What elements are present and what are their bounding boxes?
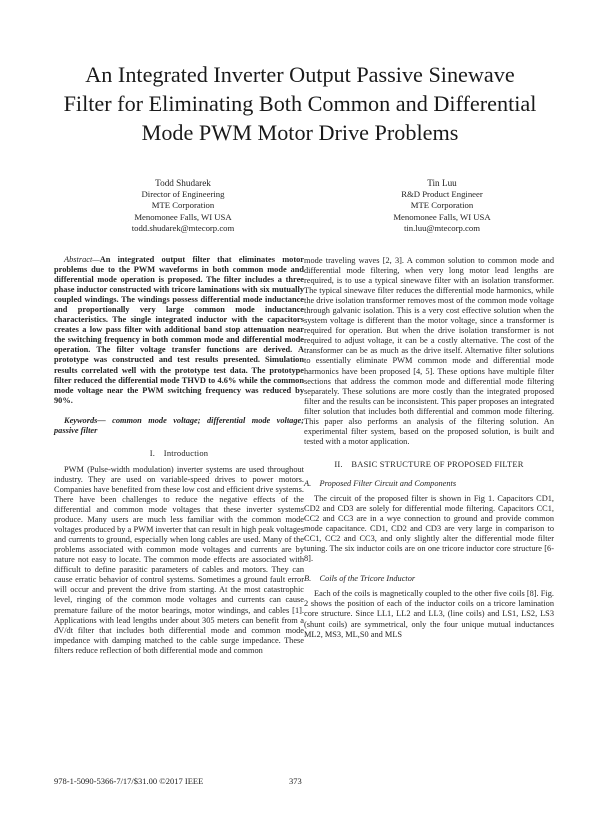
left-column	[54, 255, 304, 656]
author-location: Menomonee Falls, WI USA	[393, 211, 491, 222]
author-org: MTE Corporation	[410, 200, 474, 211]
author-role: R&D Product Engineer	[401, 189, 483, 200]
body-paragraph: mode traveling waves [2, 3]. A common solution to common mode and differential mode filtering, when very long motor lead lengths are required, is to use a typical sinewave filter with an isolation transformer. The typical sinewave filter reduces the differential mode harmonics, while the drive isolation transformer removes most of the common mode voltage through galvanic isolation. This is a very cost effective solution when the system voltage is different than the motor voltage, since a transformer is required for operation. But when the drive isolation transformer is not required to adjust voltage, it can be a costly alternative. The cost of the transformer can be as much as the drive itself. Alternative filter solutions to essentially eliminate PWM common mode and differential mode harmonics have been proposed [4, 5]. These options have multiple filter sections that address the common mode and differential mode filtering separately. These solutions are more costly than the integrated proposed filter and the results can be inconsistent. This paper proposes an integrated filter solution that includes both differential and common mode filtering. This paper also performs an analysis of the filtering solution. An experimental filter system, based on the proposed solution, is built and tested with a motor application.	[304, 256, 554, 446]
author-name: Tin Luu	[427, 178, 457, 188]
author-org: MTE Corporation	[151, 200, 215, 211]
abstract-lead: Abstract	[64, 255, 93, 264]
author-location: Menomonee Falls, WI USA	[134, 211, 232, 222]
keywords: Keywords— common mode voltage; differential mode voltage; passive filter	[54, 415, 304, 435]
copyright-notice: 978-1-5090-5366-7/17/$31.00 ©2017 IEEE	[54, 776, 204, 786]
author-block	[83, 178, 283, 234]
subsection-heading: B. Coils of the Tricore Inductor	[304, 574, 416, 584]
title-line: Filter for Eliminating Both Common and Differential	[63, 91, 537, 116]
paper-title	[40, 60, 560, 147]
title-line: Mode PWM Motor Drive Problems	[141, 120, 459, 145]
title-line: An Integrated Inverter Output Passive Sinewave	[85, 62, 515, 87]
author-email: todd.shudarek@mtecorp.com	[131, 222, 235, 233]
abstract-text: An integrated output filter that eliminates motor problems due to the PWM waveforms in both common mode and differential mode operation is proposed. The filter includes a three phase inductor constructed with tricore laminations with six mutually coupled windings. The windings possess differential mode inductance and proportionally very large common mode inductance characteristics. The single integrated inductor with the capacitors creates a low pass filter with additional band stop attenuation near the switching frequency in both common mode and differential mode operation. The filter voltage transfer functions are derived. A prototype was constructed and test results presented. Simulation results correlated well with the prototype test data. The prototype filter reduced the differential mode THVD to 4.6% while the common mode voltage near the PWM switching frequency was reduced by 90%.	[54, 255, 304, 405]
author-email: tin.luu@mtecorp.com	[403, 222, 481, 233]
page-number: 373	[289, 776, 302, 786]
body-paragraph: PWM (Pulse-width modulation) inverter systems are used throughout industry. They are used on variable-speed drives to power motors. Companies have benefited from these low cost and efficient drive systems. There have been challenges to reduce the negative effects of the differential and common mode voltages that these inverter systems produce. Many users are much less familiar with the common mode voltages produced by a PWM inverter that can result in high peak voltages and currents to ground, especially when long cables are used. Many of the problems associated with common mode voltages and currents are by nature not easy to locate. The common mode effects are associated with difficult to define parasitic parameters of cables and motors. They can cause erratic behavior of control systems. Sometimes a ground fault error will occur and prevent the drive from starting. At the most catastrophic level, ringing of the common mode voltages and currents can cause premature failure of the motor bearings, motor windings, and cables [1]. Applications with lead lengths under about 305 meters can benefit from a dV/dt filter that includes both differential mode and common mode impedance with damping matched to the cable surge impedance. These filters reduce reflection of both differential mode and common	[54, 464, 304, 655]
abstract: Abstract—An integrated output filter that eliminates motor problems due to the PWM waveforms in both common mode and differential mode operation is proposed. The filter includes a three phase inductor constructed with tricore laminations with six mutually coupled windings. The windings possess differential mode inductance and proportionally very large common mode inductance characteristics. The single integrated inductor with the capacitors creates a low pass filter with additional band stop attenuation near the switching frequency in both common mode and differential mode operation. The filter voltage transfer functions are derived. A prototype was constructed and test results presented. Simulation results correlated well with the prototype test data. The prototype filter reduced the differential mode THVD to 4.6% while the common mode voltage near the PWM switching frequency was reduced by 90%.	[54, 255, 304, 405]
section-heading: II. BASIC STRUCTURE OF PROPOSED FILTER	[334, 458, 524, 469]
section-heading: I. Introduction	[149, 447, 209, 458]
subsection-heading: A. Proposed Filter Circuit and Components	[304, 478, 457, 488]
author-block	[342, 178, 542, 234]
body-paragraph: The circuit of the proposed filter is shown in Fig 1. Capacitors CD1, CD2 and CD3 are solely for differential mode filtering. Capacitors CC1, CC2 and CC3 are in a wye connection to ground and provide common mode capacitance. CD1, CD2 and CD3 are very large in comparison to CC1, CC2 and CC3, and only slightly alter the differential mode filter tuning. The six inductor coils are on one tricore inductor core structure [6-8].	[304, 493, 554, 564]
body-paragraph: Each of the coils is magnetically coupled to the other five coils [8]. Fig. 2 shows the position of each of the inductor coils on a tricore lamination core structure. Since LL1, LL2 and LL3, (line coils) and LS1, LS2, LS3 (shunt coils) are symmetrical, only the four unique mutual inductances ML2, MS3, ML,S0 and MLS	[304, 589, 554, 639]
author-role: Director of Engineering	[141, 189, 225, 200]
right-column	[304, 256, 554, 640]
author-name: Todd Shudarek	[155, 178, 211, 188]
